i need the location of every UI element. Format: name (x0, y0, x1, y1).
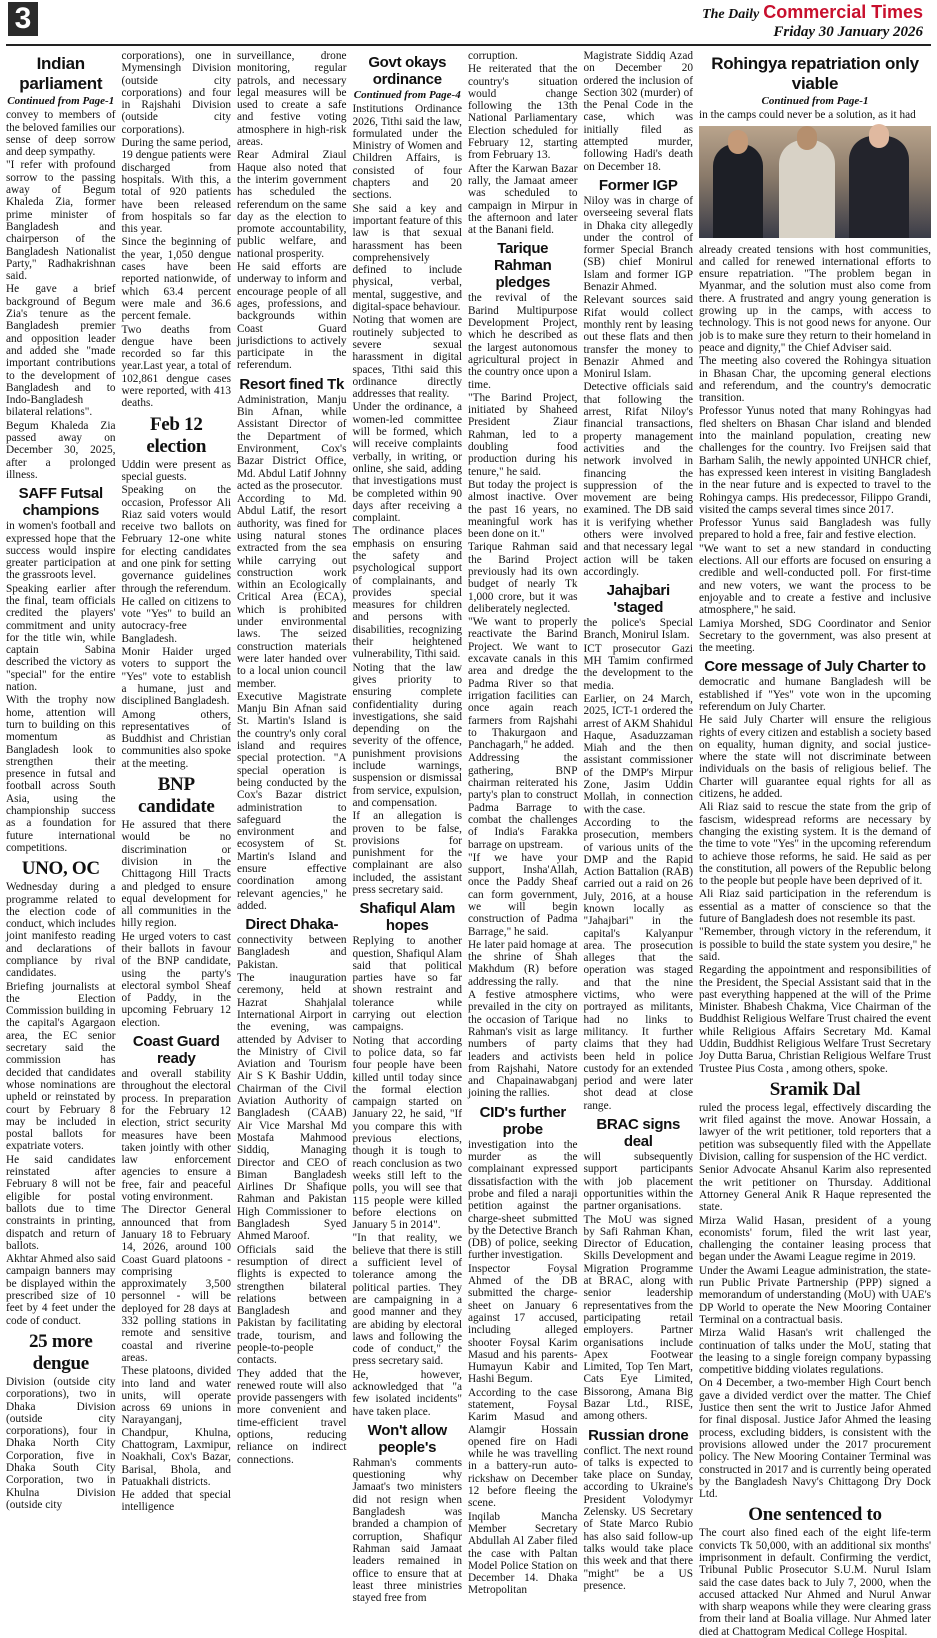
paragraph: Wednesday during a programme related to the election code of conduct, which includes joint manifesto reading and declarations of compliance by rival candidates. (6, 881, 116, 980)
person-figure (779, 140, 835, 238)
paragraph: Institutions Ordinance 2026, Tithi said the law, formulated under the Ministry of Women and Children Affairs, is consisted of four chapters and 20 sections. (352, 103, 462, 202)
paper-prefix: The Daily (702, 7, 760, 22)
headline: Govt okays ordinance (368, 54, 447, 88)
headline: Core message of July Charter to (704, 658, 926, 676)
paragraph: Division (outside city corporations), two in Dhaka Division (outside city corporations), four in Dhaka North City Corporation, five in Dhaka South City Corporation, two in Khulna Division (outside city (6, 1375, 116, 1511)
paragraph: Under the Awami League administration, the state-run Public Private Partnership (PPP) signed a memorandum of understanding (MoU) with UAE's DP World to operate the New Mooring Container Terminal on a contractual basis. (699, 1264, 931, 1326)
paragraph: corporations), one in Mymensingh Division (outside city corporations) and four in Rajshahi Division (outside city corporations). (121, 50, 231, 136)
paragraph: Inqilab Mancha Member Secretary Abdullah Al Zaber filed the case with Paltan Model Police Station on December 14. Dhaka Metropolitan (468, 1510, 578, 1597)
paragraph: in women's football and expressed hope that the success would inspire greater participation at the grassroots level. (6, 520, 116, 582)
headline: Sramik Dal (769, 1078, 861, 1100)
paragraph: He reiterated that the country's situation would change following the 13th National Parliamentary Election scheduled for February 12, starting from February 13. (468, 63, 578, 162)
paragraph: Professor Yunus noted that many Rohingyas had fled shelters on Bhasan Char island and blended into the mainland population, creating new challenges for the country. Ivo Freijsen said that Barham Salih, the newly appointed UNHCR chief, has expressed keen interest in visiting Bangladesh in the near future and is expected to travel to the Rohingya camps. His predecessor, Filippo Grandi, visited the camps several times since 2017. (699, 405, 931, 516)
headline: Shafiqul Alam hopes (359, 900, 456, 935)
paragraph: Detective officials said that following the arrest, Rifat Niloy's financial transactions, property management activities and the network involved in financing the suppression of the movement are being examined. The DB said it is verifying whether others were involved and that necessary legal action will be taken accordingly. (583, 381, 693, 578)
paper-brand (702, 2, 923, 23)
paragraph: Ali Riaz said participation in the referendum is essential as a matter of conscience so that the future of Bangladesh does not resemble its past. (699, 888, 931, 926)
paragraph: If an allegation is proven to be false, provisions for punishment for the complainant are also included, the assistant press secretary said. (352, 810, 462, 896)
paragraph: On 4 December, a two-member High Court bench gave a divided verdict over the matter. The Chief Justice then sent the writ to Justice Jafor Ahmed for final disposal. Justice Jafor Ahmed the leasing process, excluding bidders, is consistent with the provisions allowed under the 2017 procurement policy. The New Mooring Container Terminal was constructed in 2017 and is currently being operated by the Bangladesh Navy's Chittagong Dry Dock Ltd. (699, 1377, 931, 1501)
paragraph: These platoons, divided into land and water units, will operate across 69 unions in Narayanganj, Chandpur, Khulna, Chattogram, Laxmipur, Noakhali, Cox's Bazar, Barisal, Bhola, and Patuakhali districts. (121, 1365, 231, 1488)
headline: Feb 12 election (146, 413, 207, 457)
paragraph: Monir Haider urged voters to support the "Yes" vote to establish a humane, just and disciplined Bangladesh. (121, 646, 231, 708)
page-number: 3 (8, 2, 38, 36)
paragraph: "We want to set a new standard in conducting elections. All our efforts are focused on ensuring a credible and well-conducted poll. For first-time and new voters, we want the process to be enjoyable and to create a festive and inclusive atmosphere," he said. (699, 542, 931, 617)
paragraph: will subsequently support participants with job placement opportunities within the partner organisations. (583, 1151, 693, 1213)
person-figure (713, 144, 763, 238)
paragraph: Professor Yunus said Bangladesh was fully prepared to hold a free, fair and festive election. (699, 517, 931, 542)
news-photo (699, 126, 931, 238)
paragraph: Relevant sources said Rifat would collect monthly rent by leasing out these flats and then transfer the money to Benazir Ahmed and Monirul Islam. (583, 294, 693, 381)
paragraph: Among others, representatives of Buddhist and Christian communities also spoke at the meeting. (121, 708, 231, 770)
paragraph: "If we have your support, Insha'Allah, once the Paddy Sheaf can form government, we will begin construction of Padma Barrage," he said. (468, 851, 578, 938)
paragraph: The inauguration ceremony, held at Hazrat Shahjalal International Airport in the evening, was attended by Adviser to the Ministry of Civil Aviation and Tourism Air S K Bashir Uddin, Chairman of the Civil Aviation Authority of Bangladesh (CAAB) Air Vice Marshal Md Mostafa Mahmood Siddiq, Managing Director and CEO of Biman Bangladesh Airlines Dr Shafique Rahman and Pakistan High Commissioner to Bangladesh Syed Ahmed Maroof. (237, 972, 347, 1243)
paragraph: Under the ordinance, a women-led committee will be formed, which will receive complaints verbally, in writing, or online, she said, adding that investigations must be completed within 90 days after receiving a complaint. (352, 401, 462, 525)
paragraph: Mirza Walid Hasan, president of a young economists' forum, filed the writ last year, challenging the container leasing process that began under the Awami League regime in 2019. (699, 1214, 931, 1264)
paragraph: Noting that according to police data, so far four people have been killed until today since the formal election campaign started on January 22, he said, "If you compare this with previous elections, though it is tough to reach conclusion as two weeks still left to the polls, you will see that 115 people were killed before elections on January 5 in 2014". (352, 1034, 462, 1232)
paragraph: Inspector Foysal Ahmed of the DB submitted the charge-sheet on January 6 against 17 accused, including alleged shooter Foysal Karim Masud and his parents-Humayun Kabir and Hashi Begum. (468, 1262, 578, 1386)
paragraph: The court also fined each of the eight life-term convicts Tk 50,000, with an additional six months' imprisonment in default. Confirming the verdict, Tribunal Public Prosecutor S.U.M. Nurul Islam said the case dates back to July 7, 2000, when the accused attacked Nur Ahmed and Nurul Anwar with sharp weapons while they were clearing grass from their land at Boalia village. Nur Ahmed later died at Chattogram Medical College Hospital. (699, 1527, 931, 1638)
paragraph: and overall stability throughout the electoral process. In preparation for the February 12 election, strict security measures have been taken jointly with other law enforcement agencies to ensure a free, fair and peaceful voting environment. (121, 1068, 231, 1204)
column-3 (237, 50, 347, 1466)
masthead (6, 0, 931, 46)
paragraph: Earlier, on 24 March, 2025, ICT-1 ordered the arrest of AKM Shahidul Haque, Asaduzzaman Miah and the then assistant commissioner of the DMP's Mirpur Zone, Jasim Uddin Mollah, in connection with the case. (583, 692, 693, 816)
paragraph: He said efforts are underway to inform and encourage people of all ages, professions, and backgrounds within Coast Guard jurisdictions to actively participate in the referendum. (237, 261, 347, 372)
column-7 (699, 50, 931, 1638)
headline: 25 more dengue (28, 1330, 93, 1374)
headline: Won't allow people's (367, 1421, 447, 1456)
paragraph: ruled the process legal, effectively discarding the writ filed against the move. Anowar Hossain, a lawyer of the writ petitioner, told reporters that a petition was subsequently filed with the Appellate Division, calling for suspension of the HC verdict. (699, 1101, 931, 1164)
paragraph: He called on citizens to vote "Yes" to build an autocracy-free Bangladesh. (121, 595, 231, 645)
paragraph: Ali Riaz said to rescue the state from the grip of fascism, widespread reforms are necessary by changing the existing system. It is the demand of the time to vote "Yes" in the upcoming referendum to achieve those reforms, he said. He said as per the constitution, all powers of the Republic belong to the people but people have been deprived of it. (699, 801, 931, 888)
column-6 (583, 50, 694, 1592)
paragraph: But today the project is almost inactive. Over the past 16 years, no meaningful work has been done on it." (468, 478, 578, 541)
continued-note: Continued from Page-4 (353, 89, 461, 101)
paragraph: During the same period, 19 dengue patients were discharged from hospitals. With this, a total of 920 patients have been released from hospitals so far this year. (121, 137, 231, 236)
paragraph: With the trophy now home, attention will turn to building on this momentum as Bangladesh look to strengthen their presence in futsal and football across South Asia, using the championship success as a foundation for future international competitions. (6, 694, 116, 854)
paragraph: the police's Special Branch, Monirul Islam. (583, 617, 693, 642)
paragraph: "I refer with profound sorrow to the passing away of Begum Khaleda Zia, former prime minister of Bangladesh and chairperson of the Bangladesh Nationalist Party," Radhakrishnan said. (6, 159, 116, 283)
person-face (728, 130, 748, 154)
paragraph: surveillance, drone monitoring, regular patrols, and necessary legal measures will be used to create a safe and festive voting atmosphere in high-risk areas. (237, 50, 347, 149)
paragraph: The MoU was signed by Safi Rahman Khan, Director of Education, Skills Development and Migration Programme at BRAC, along with senior leadership representatives from the participating retail employers. Partner organisations include Apex Footwear Limited, Top Ten Mart, Cats Eye Limited, Bissorong, Amana Big Bazar Ltd., RISE, among others. (583, 1213, 693, 1423)
continued-note: Continued from Page-1 (7, 95, 115, 107)
headline: Jahajbari 'staged (606, 582, 670, 617)
paragraph: connectivity between Bangladesh and Pakistan. (237, 934, 347, 971)
paragraph: Replying to another question, Shafiqul Alam said that political parties have so far shown restraint and tolerance while carrying out election campaigns. (352, 935, 463, 1034)
paragraph: Akhtar Ahmed also said campaign banners may be displayed within the prescribed size of 10 feet by 4 feet under the code of conduct. (6, 1253, 116, 1327)
paragraph: Lamiya Morshed, SDG Coordinator and Senior Secretary to the government, was also present at the meeting. (699, 617, 931, 655)
paragraph: corruption. (468, 50, 518, 62)
paragraph: According to the case statement, Foysal Karim Masud and Alamgir Hossain opened fire on Hadi while he was travelling in a battery-run auto-rickshaw on December 12 before fleeing the scene. (468, 1386, 578, 1510)
headline: BRAC signs deal (596, 1116, 681, 1151)
paper-name: Commercial Times (763, 2, 923, 22)
continued-note: Continued from Page-1 (761, 95, 869, 107)
paragraph: He said July Charter will ensure the religious rights of every citizen and establish a society based on equality, human dignity, and social justice-where the state will not discriminate between individuals on the basis of religious belief. The Charter will guarantee equal rights for all as citizens, he added. (699, 714, 931, 801)
person-figure (849, 136, 909, 238)
headline: Former IGP (598, 176, 678, 194)
headline: Direct Dhaka- (245, 916, 339, 934)
paragraph: Tarique Rahman said the Barind Project previously had its own budget of nearly Tk 1,000 crore, but it was deliberately neglected. (468, 541, 578, 615)
paragraph: He gave a brief background of Begum Zia's tenure as the Bangladesh premier and opposition leader and added she "made important contributions to the development of Bangladesh and to Indo-Bangladesh bilateral relations". (6, 283, 116, 419)
paragraph: Executive Magistrate Manju Bin Afnan said St. Martin's Island is the country's only coral island and requires special protection. "A special operation is being conducted by the Cox's Bazar district administration to safeguard the environment and ecosystem of St. Martin's Island and ensure effective coordination among relevant agencies," he added. (237, 690, 347, 912)
person-face (797, 126, 817, 150)
person-face (869, 124, 889, 148)
column-4 (352, 50, 463, 1605)
paragraph: He, however, acknowledged that "a few isolated incidents" have taken place. (352, 1368, 462, 1418)
paragraph: already created tensions with host communities, and called for renewed international efforts to ensure repatriation. "The problem began in Myanmar, and the solution must also come from there. A frustrated and angry young generation is growing up in the camps, with access to technology. This is not good news for anyone. Our job is to make sure they return to their homeland in peace and dignity," the Chief Adviser said. (699, 243, 931, 354)
column-2 (121, 50, 232, 1514)
headline: Russian drone (588, 1426, 689, 1444)
paragraph: Rear Admiral Ziaul Haque also noted that the interim government has scheduled the referendum on the same day as the election to promote accountability, public welfare, and national prosperity. (237, 149, 347, 260)
paragraph: He later paid homage at the shrine of Shah Makhdum (R) before addressing the rally. (468, 938, 578, 988)
paragraph: "The Barind Project, initiated by Shaheed President Ziaur Rahman, led to a doubling food production during his tenure," he said. (468, 391, 578, 478)
headline: BNP candidate (138, 774, 215, 818)
paragraph: Addressing the gathering, BNP chairman reiterated his party's plan to construct Padma Barrage to combat the challenges of India's Farakka barrage on upstream. (468, 752, 578, 851)
paragraph: Magistrate Siddiq Azad on December 20 ordered the inclusion of Section 302 (murder) of the Penal Code in the case, which was initially filed as attempted murder, following Hadi's death on December 18. (583, 50, 693, 173)
paragraph: Begum Khaleda Zia passed away on December 30, 2025, after a prolonged illness. (6, 419, 116, 481)
paragraph: Mirza Walid Hasan's writ challenged the continuation of talks under the MoU, stating that the leasing to a single foreign company bypassing competitive bidding violates regulations. (699, 1327, 931, 1377)
paragraph: The meeting also covered the Rohingya situation in Bhasan Char, the upcoming general elections and referendum, and the country's democratic transition. (699, 355, 931, 405)
paragraph: He urged voters to cast their ballots in favour of the BNP candidate, using the party's electoral symbol Sheaf of Paddy, in the upcoming February 12 election. (121, 930, 231, 1029)
headline: Resort fined Tk (239, 375, 345, 393)
columns (6, 50, 931, 1638)
paragraph: conflict. The next round of talks is expected to take place on Sunday, according to Ukraine's President Volodymyr Zelensky. US Secretary of State Marco Rubio has also said follow-up talks would take place this week and that there "might" be a US presence. (583, 1444, 693, 1592)
paragraph: The Director General announced that from January 18 to February 14, 2026, around 100 Coast Guard platoons - comprising approximately 3,500 personnel - will be deployed for 28 days at 332 polling stations in remote and sensitive coastal and riverine areas. (121, 1204, 231, 1364)
paragraph: According to the prosecution, members of various units of the DMP and the Rapid Action Battalion (RAB) carried out a raid on 26 July, 2016, at a house known locally as "Jahajbari" in the capital's Kalyanpur area. The prosecution alleges that the operation was staged and that the nine victims, who were portrayed as militants, had no links to militancy. It further claims that they had been held in police custody for an extended period and were later shot dead at close range. (583, 816, 693, 1112)
paragraph: Briefing journalists at the Election Commission building in the capital's Agargaon area, the EC senior secretary said the commission has decided that candidates whose nominations are upheld or reinstated by court by February 8 may be included in postal ballots for expatriate voters. (6, 980, 116, 1153)
paragraph: "We want to properly reactivate the Barind Project. We want to excavate canals in this area and dredge the Padma River so that irrigation facilities can once again reach farmers from Rajshahi to Thakurgaon and Panchagarh," he added. (468, 616, 578, 752)
paragraph: Two deaths from dengue have been recorded so far this year.Last year, a total of 102,861 dengue cases were reported, with 413 deaths. (121, 323, 231, 410)
issue-date: Friday 30 January 2026 (773, 24, 923, 40)
headline: CID's further probe (479, 1103, 566, 1138)
paragraph: After the Karwan Bazar rally, the Jamaat ameer was scheduled to campaign in Mirpur in the afternoon and later at the Banani field. (468, 162, 578, 237)
paragraph: He assured that there would be no discrimination or division in the Chittagong Hill Tracts and pledged to ensure equal development for all communities in the hilly region. (121, 819, 231, 930)
paragraph: Speaking earlier after the final, team officials credited the players' commitment and unity for the title win, while captain Sabina described the victory as "special" for the entire nation. (6, 582, 116, 694)
paragraph: Rahman's comments questioning why Jamaat's two ministers did not resign when Bangladesh was branded a champion of corruption, Shafiqur Rahman said Jamaat leaders remained in office to ensure that at least three ministries stayed free from (352, 1456, 462, 1605)
paragraph: The ordinance places emphasis on ensuring the safety and psychological support of complainants, and provides special measures for children and persons with disabilities, recognizing their heightened vulnerability, Tithi said. (352, 525, 462, 661)
paragraph: Noting that women are routinely subjected to severe sexual harassment in digital spaces, Tithi said this ordinance directly addresses that reality. (352, 314, 462, 401)
headline: Coast Guard ready (132, 1033, 220, 1068)
headline: Rohingya repatriation only viable (711, 54, 919, 93)
paragraph: She said a key and important feature of this law is that sexual harassment has been comprehensively defined to include physical, verbal, mental, suggestive, and digital-space behaviour. (352, 202, 462, 314)
headline: Indian parliament (19, 54, 103, 93)
paragraph: Regarding the appointment and responsibilities of the President, the Special Assistant said that in the past everything happened at the will of the Prime Minister. Bhabesh Chakma, Vice Chairman of the Buddhist Religious Welfare Trust chaired the event while Religious Affairs Secretary Md. Kamal Uddin, Buddhist Religious Welfare Trust Secretary Joy Dutta Barua, Christian Religious Welfare Trust Trustee Pius Costa , among others, spoke. (699, 964, 931, 1075)
paragraph: Noting that the law gives priority to ensuring complete confidentiality during investigations, she said depending on the severity of the offence, punishment provisions include warnings, suspension or dismissal from service, expulsion, and compensation. (352, 661, 462, 809)
column-5 (468, 50, 578, 1597)
paragraph: Administration, Manju Bin Afnan, while Assistant Director of the Department of Environment, Cox's Bazar District Office, Md. Abdul Latif Johnny acted as the prosecutor. (237, 393, 347, 492)
headline: UNO, OC (21, 858, 100, 880)
headline: Tarique Rahman pledges (494, 240, 552, 292)
paragraph: Uddin were present as special guests. (121, 458, 231, 483)
paragraph: He added that special intelligence (121, 1489, 231, 1514)
paragraph: According to Md. Abdul Latif, the resort authority, was fined for using natural stones extracted from the sea while carrying out construction work within an Ecologically Critical Area (ECA), which is prohibited under environmental laws. The seized construction materials were later handed over to a local union council member. (237, 493, 347, 690)
paragraph: in the camps could never be a solution, as it had (699, 109, 916, 122)
paragraph: the revival of the Barind Multipurpose Development Project, which he described as the largest autonomous agricultural project in the country once upon a time. (468, 292, 578, 391)
headline: One sentenced to (748, 1504, 882, 1526)
paragraph: A festive atmosphere prevailed in the city on the occasion of Tarique Rahman's visit as large numbers of party leaders and activists from Rajshahi, Natore and Chapainawabganj joining the rallies. (468, 989, 578, 1100)
paragraph: investigation into the murder as the complainant expressed dissatisfaction with the probe and filed a naraji petition against the charge-sheet submitted by the Detective Branch (DB) of police, seeking further investigation. (468, 1138, 578, 1262)
column-1 (6, 50, 116, 1511)
paragraph: Since the beginning of the year, 1,050 dengue cases have been reported nationwide, of which 63.4 percent were male and 36.6 percent female. (121, 236, 231, 323)
paragraph: Senior Advocate Ahsanul Karim also represented the writ petitioner on Thursday. Additional Attorney General Anik R Haque represented the state. (699, 1164, 931, 1214)
headline: SAFF Futsal champions (18, 485, 103, 520)
paragraph: convey to members of the beloved families our sense of deep sorrow and deep sympathy. (6, 109, 116, 159)
paragraph: "Remember, through victory in the referendum, it is possible to build the state system you desire," he said. (699, 926, 931, 963)
paragraph: Officials said the resumption of direct flights is expected to strengthen bilateral relations between Bangladesh and Pakistan by facilitating trade, tourism, and people-to-people contacts. (237, 1243, 347, 1367)
paragraph: He said candidates reinstated after February 8 will not be eligible for postal ballots due to time constraints in printing, dispatch and return of ballots. (6, 1153, 116, 1252)
paragraph: "In that reality, we believe that there is still a sufficient level of tolerance among the political parties. They are campaigning in a good manner and they are abiding by electoral laws and following the code of conduct," the press secretary said. (352, 1232, 462, 1368)
paragraph: democratic and humane Bangladesh will be established if "Yes" vote won in the upcoming referendum on July Charter. (699, 676, 931, 713)
paragraph: They added that the renewed route will also provide passengers with more convenient and time-efficient travel options, reducing reliance on indirect connections. (237, 1367, 347, 1466)
paragraph: ICT prosecutor Gazi MH Tamim confirmed the development to the media. (583, 642, 693, 692)
paragraph: Niloy was in charge of overseeing several flats in Dhaka city allegedly under the control of former Special Branch (SB) chief Monirul Islam and former IGP Benazir Ahmed. (583, 194, 693, 294)
paragraph: Speaking on the occasion, Professor Ali Riaz said voters would receive two ballots on February 12-one white for electing candidates and one pink for setting governance guidelines through the referendum. (121, 484, 231, 595)
